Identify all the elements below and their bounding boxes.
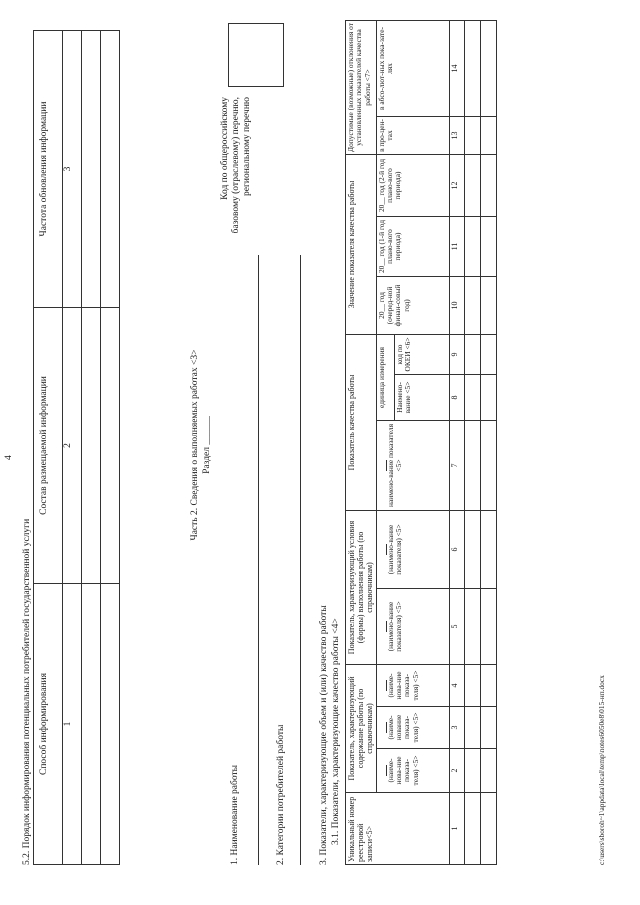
col-header-quality: Показатель качества работы: [346, 335, 377, 511]
table-cell: [480, 21, 496, 117]
col-header-unique-number: Уникальный номер реестровой записи<5>: [346, 793, 450, 865]
sub-header-year3: 20__ год (2-й год плано-вого периода): [376, 155, 449, 217]
sub-header-name: (наиме-нование показа-теля) <5>: [385, 712, 420, 743]
table-row: [63, 31, 82, 865]
col-header-method: Способ информирования: [34, 584, 63, 865]
table-row: [480, 21, 496, 865]
page-number: 4: [4, 455, 14, 460]
table-cell: [480, 217, 496, 277]
table-cell: [480, 375, 496, 421]
table-cell: [480, 117, 496, 155]
sub-header-name: (наиме-нова-ние показа-теля) <5>: [385, 755, 420, 786]
table-cell: [480, 335, 496, 375]
sub-header-unit-code: код по ОКЕИ <6>: [394, 335, 449, 375]
sub-header-name: (наимено-вание показателя) <5>: [385, 524, 404, 575]
consumers-label: 2. Категории потребителей работы: [276, 724, 286, 865]
col-number: 7: [449, 421, 464, 511]
indicators-heading: 3. Показатели, характеризующие объем и (или) качество работы: [319, 605, 329, 865]
table-cell: [480, 421, 496, 511]
table-cell: [464, 335, 480, 375]
table-cell: [480, 589, 496, 665]
sub-header-unit-name: Наимено-вание <5>: [394, 375, 449, 421]
table-cell: [480, 793, 496, 865]
col-number: 11: [449, 217, 464, 277]
quality-table: [345, 20, 497, 865]
col-number: 14: [449, 21, 464, 117]
col-number: 13: [449, 117, 464, 155]
table-row: [449, 21, 464, 865]
table-cell: [464, 21, 480, 117]
col-number: 3: [449, 707, 464, 749]
section-label: Раздел ______: [202, 416, 212, 474]
table-cell: [464, 707, 480, 749]
quality-heading: 3.1. Показатели, характеризующие качество работы <4>: [331, 618, 341, 845]
table-cell: [464, 375, 480, 421]
table-cell: [480, 707, 496, 749]
col-number: 4: [449, 665, 464, 707]
col-number: 6: [449, 511, 464, 589]
table-cell: [480, 665, 496, 707]
sub-header-name: (наиме-нова-ние показа-теля) <5>: [385, 670, 420, 701]
col-header-content: Состав размещаемой информации: [34, 308, 63, 584]
table-cell: [480, 277, 496, 335]
table-row: [376, 21, 394, 865]
col-number: 2: [449, 749, 464, 793]
table-row: [346, 21, 377, 865]
sub-header-year2: 20__ год (1-й год плано-вого периода): [376, 217, 449, 277]
table-cell: [464, 155, 480, 217]
table-cell: [464, 793, 480, 865]
part2-title: Часть 2. Сведения о выполняемых работах <3>: [190, 349, 200, 541]
col-number: 8: [449, 375, 464, 421]
table-cell: [464, 117, 480, 155]
col-number: 2: [63, 308, 82, 584]
col-number: 9: [449, 335, 464, 375]
col-header-value: Значение показателя качества работы: [346, 155, 377, 335]
code-box: [228, 23, 284, 87]
table-cell: [464, 589, 480, 665]
table-row: [101, 31, 120, 865]
work-name-label: 1. Наименование работы: [230, 764, 240, 865]
table-cell: [464, 665, 480, 707]
table-cell: [480, 155, 496, 217]
table-cell: [464, 217, 480, 277]
table-cell: [464, 421, 480, 511]
informing-table: [33, 30, 120, 865]
col-header-conditions: Показатель, характеризующий условия (формы) выполнения работы (по справочникам): [346, 511, 377, 665]
section-5-2-heading: 5.2. Порядок информирования потенциальных потребителей государственной услуги: [22, 518, 32, 865]
table-cell: [464, 511, 480, 589]
work-name-line: [258, 255, 259, 865]
table-row: [82, 31, 101, 865]
table-cell: [464, 749, 480, 793]
table-row: [34, 31, 63, 865]
col-header-content: Показатель, характеризующий содержание работы (по справочникам): [346, 665, 377, 793]
col-header-deviation: Допустимые (возможные) отклонения от установленных показателей качества работы <7>: [346, 21, 377, 155]
col-number: 12: [449, 155, 464, 217]
col-number: 1: [63, 584, 82, 865]
sub-header-unit: единица измерения: [376, 335, 394, 421]
code-label: Код по общероссийскому базовому (отраслевому) перечню, региональному перечню: [220, 97, 252, 234]
col-number: 1: [449, 793, 464, 865]
sub-header-year1: 20__ год (очеред-ной финан-совый год): [376, 277, 449, 335]
footer-path: c:\users\sboroh~1\appdata\local\temp\notes6050e8\015-нп.docx: [597, 675, 606, 865]
sub-header-name: (наимено-вание показателя) <5>: [385, 601, 404, 652]
col-number: 5: [449, 589, 464, 665]
col-number: 10: [449, 277, 464, 335]
col-header-frequency: Частота обновления информации: [34, 31, 63, 308]
table-cell: [464, 277, 480, 335]
sub-header-absolute: в абсо-лют-ных пока-зате-лях: [376, 21, 449, 117]
sub-header-quality-name: наимено-вание показателя <5>: [385, 424, 404, 507]
table-cell: [480, 511, 496, 589]
table-cell: [480, 749, 496, 793]
col-number: 3: [63, 31, 82, 308]
sub-header-percent: в про-цен-тах: [376, 117, 449, 155]
consumers-line: [300, 255, 301, 865]
table-row: [464, 21, 480, 865]
